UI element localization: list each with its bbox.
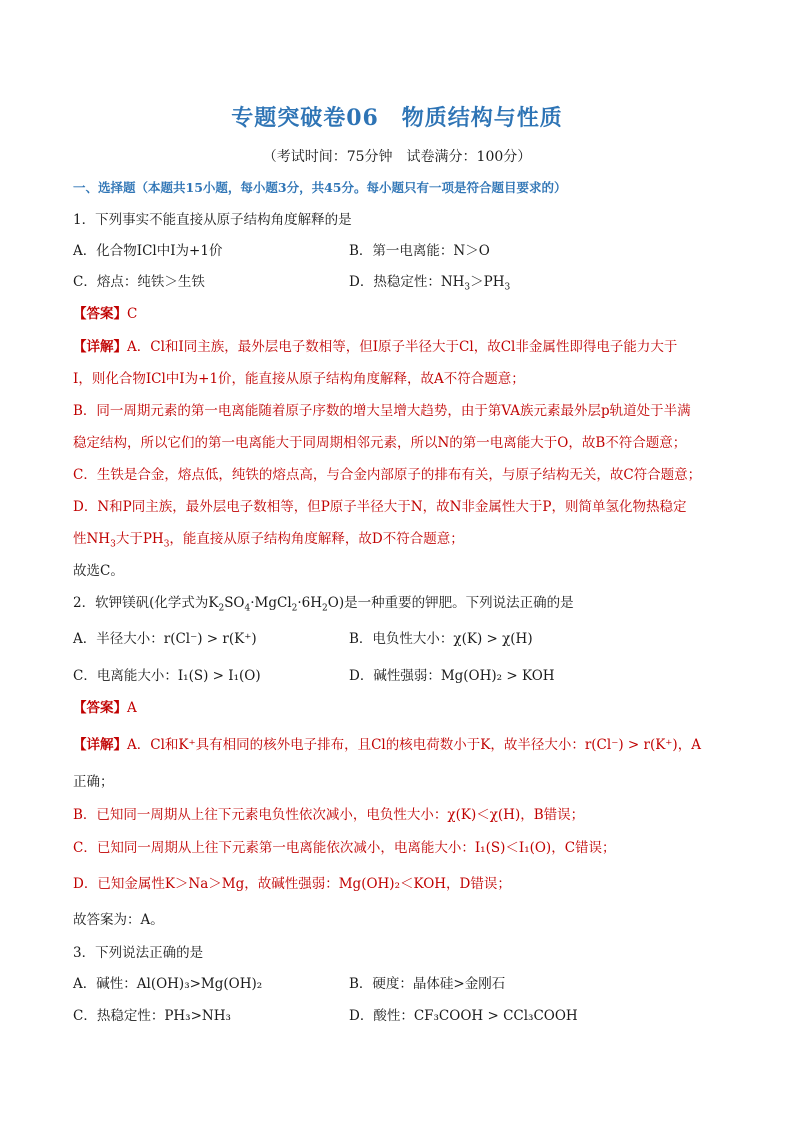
page-title: 专题突破卷06 物质结构与性质 [231,105,563,131]
answer-value: C [127,306,138,322]
q1-option-b: B．第一电离能：N＞O [349,243,490,259]
q2-detail-a1: 【详解】A．Cl和K⁺具有相同的核外电子排布，且Cl的核电荷数小于K，故半径大小：r(Cl⁻) > r(K⁺)，A [73,737,701,753]
q2-detail-a2: 正确； [73,774,114,790]
q1-option-d: D．热稳定性：$NH_3>PH_3$ [349,274,511,293]
q2-option-a: A．半径大小：r(Cl⁻) > r(K⁺) [73,631,257,647]
q2-conclusion: 故答案为：A。 [73,912,164,928]
q1-detail-b1: B．同一周期元素的第一电离能随着原子序数的增大呈增大趋势，由于第VA族元素最外层p轨道处于半满 [73,403,691,419]
q2-detail-d: D．已知金属性K＞Na＞Mg，故碱性强弱：Mg(OH)₂＜KOH，D错误； [73,876,511,892]
q1-conclusion: 故选C。 [73,563,124,579]
q1-detail-b2: 稳定结构，所以它们的第一电离能大于同周期相邻元素，所以N的第一电离能大于O，故B不符合题意； [73,435,687,451]
exam-info: （考试时间：75分钟 试卷满分：100分） [262,149,532,165]
q1-detail-a2: I，则化合物ICl中I为+1价，能直接从原子结构角度解释，故A不符合题意； [73,371,525,387]
q2-option-b: B．电负性大小：χ(K) > χ(H) [349,631,533,647]
q2-answer [73,696,137,716]
q2-detail-b: B．已知同一周期从上往下元素电负性依次减小，电负性大小：χ(K)＜χ(H)，B错误； [73,807,585,823]
q1-detail-a1: 【详解】A．Cl和I同主族，最外层电子数相等，但I原子半径大于Cl，故Cl非金属性即得电子能力大于 [73,339,678,355]
q1-detail-d2: 性$NH_3$大于$PH_3$，能直接从原子结构角度解释，故D不符合题意； [73,531,464,550]
q2-option-d: D．碱性强弱：Mg(OH)₂ > KOH [349,668,555,684]
q1-option-a: A．化合物ICl中I为+1价 [73,243,223,259]
q3-option-c: C．热稳定性：PH₃>NH₃ [73,1008,231,1024]
q2-stem: 2．软钾镁矾(化学式为$K_2SO_4\cdot MgCl_2\cdot 6H_2O$)是一种重要的钾肥。下列说法正确的是 [73,595,574,614]
q3-stem: 3．下列说法正确的是 [73,945,204,961]
answer-value: A [127,700,137,716]
q3-option-d: D．酸性：CF₃COOH > CCl₃COOH [349,1008,578,1024]
q1-detail-d1: D．N和P同主族，最外层电子数相等，但P原子半径大于N，故N非金属性大于P，则简单氢化物热稳定 [73,499,687,515]
q1-answer [73,302,137,322]
q3-option-a: A．碱性：Al(OH)₃>Mg(OH)₂ [73,976,263,992]
q1-stem: 1．下列事实不能直接从原子结构角度解释的是 [73,212,352,228]
q3-option-b: B．硬度：晶体硅>金刚石 [349,976,506,992]
q2-option-c: C．电离能大小：I₁(S) > I₁(O) [73,668,261,684]
q1-detail-c: C．生铁是合金，熔点低，纯铁的熔点高，与合金内部原子的排布有关，与原子结构无关，故C符合题意； [73,467,702,483]
section-heading: 一、选择题（本题共15小题，每小题3分，共45分。每小题只有一项是符合题目要求的） [73,180,567,195]
answer-label: 【答案】 [73,700,127,716]
q1-option-c: C．熔点：纯铁＞生铁 [73,274,205,290]
answer-label: 【答案】 [73,306,127,322]
q2-detail-c: C．已知同一周期从上往下元素第一电离能依次减小，电离能大小：I₁(S)＜I₁(O)，C错误； [73,840,616,856]
